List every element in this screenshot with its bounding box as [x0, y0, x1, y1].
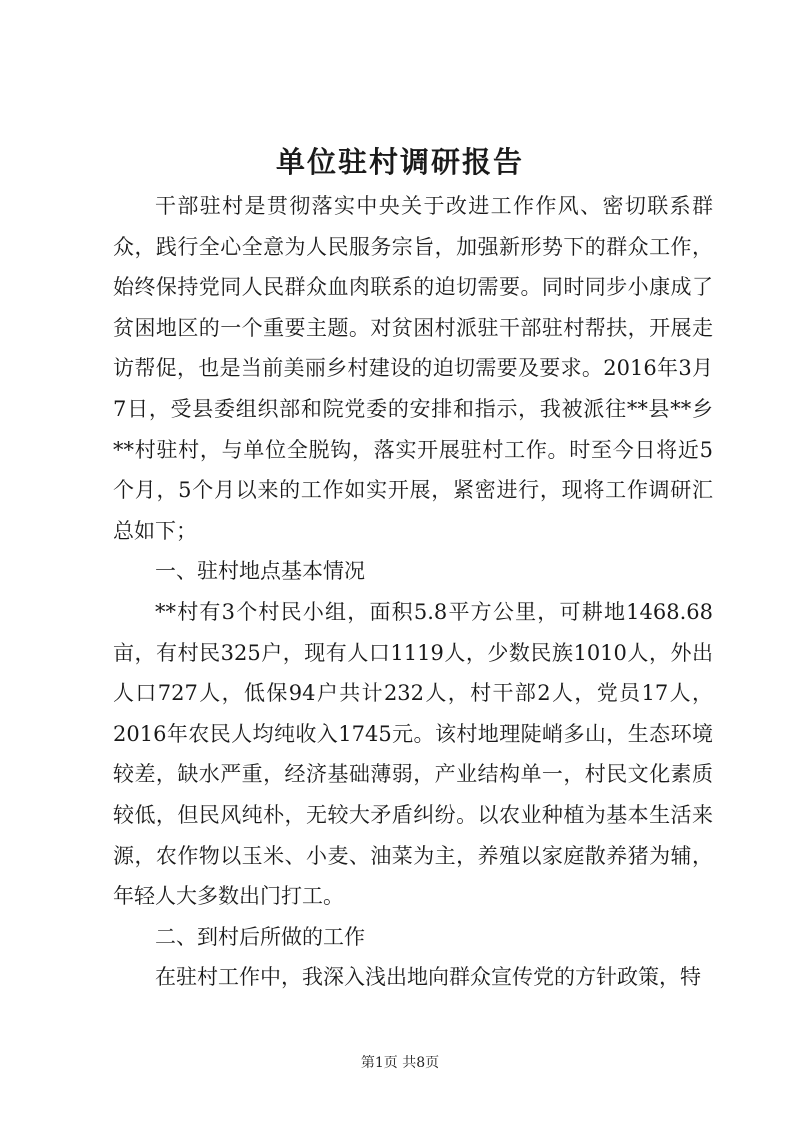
section-heading-2: 二、到村后所做的工作 — [155, 924, 365, 949]
document-body — [113, 186, 713, 998]
paragraph-village-info: **村有3个村民小组，面积5.8平方公里，可耕地1468.68亩，有村民325户，现有人口1119人，少数民族1010人，外出人口727人，低保94户共计232人，村干部2人，党员17人，2016年农民人均纯收入1745元。该村地理陡峭多山，生态环境较差，缺水严重，经济基础薄弱，产业结构单一，村民文化素质较低，但民风纯朴，无较大矛盾纠纷。以农业种植为基本生活来源，农作物以玉米、小麦、油菜为主，养殖以家庭散养猪为辅，年轻人大多数出门打工。 — [113, 599, 713, 909]
section-heading-1: 一、驻村地点基本情况 — [155, 559, 365, 584]
document-title: 单位驻村调研报告 — [275, 145, 524, 179]
page-footer: 第1页 共8页 — [360, 1055, 440, 1071]
paragraph-intro: 干部驻村是贯彻落实中央关于改进工作作风、密切联系群众，践行全心全意为人民服务宗旨，加强新形势下的群众工作，始终保持党同人民群众血肉联系的迫切需要。同时同步小康成了贫困地区的一个重要主题。对贫困村派驻干部驻村帮扶，开展走访帮促，也是当前美丽乡村建设的迫切需要及要求。2016年3月7日，受县委组织部和院党委的安排和指示，我被派往**县**乡**村驻村，与单位全脱钩，落实开展驻村工作。时至今日将近5个月，5个月以来的工作如实开展，紧密进行，现将工作调研汇总如下； — [113, 194, 713, 543]
paragraph-work: 在驻村工作中，我深入浅出地向群众宣传党的方针政策，特 — [155, 965, 701, 990]
